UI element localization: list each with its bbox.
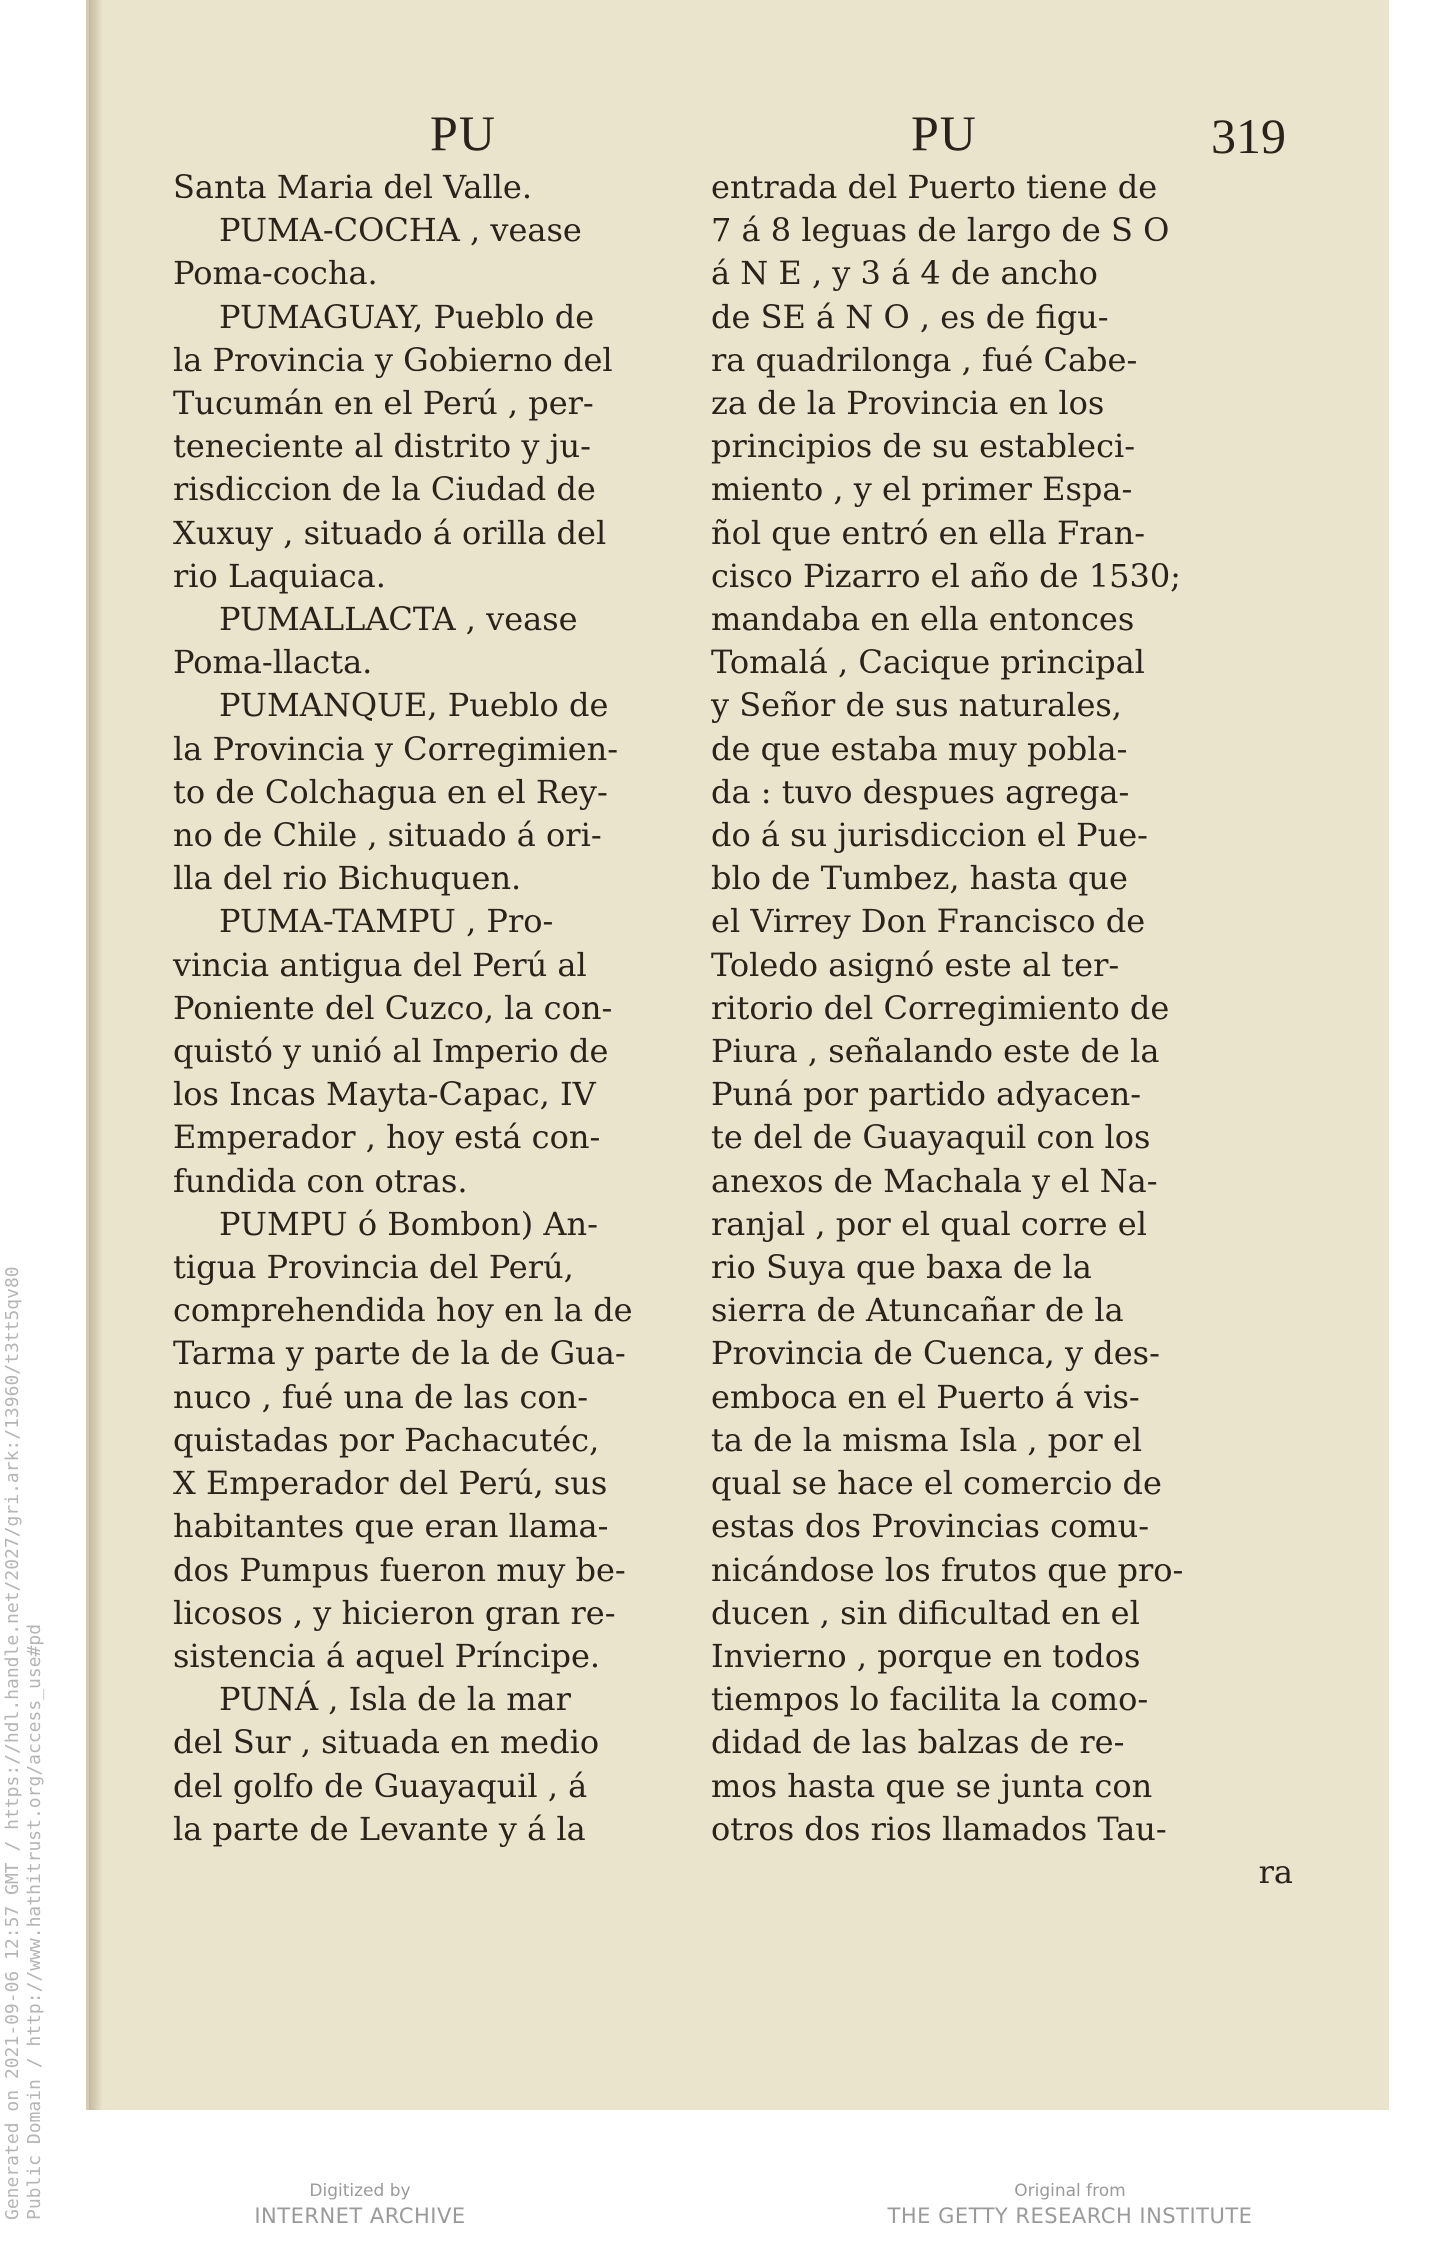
text-line: mos hasta que se junta con xyxy=(711,1766,1153,1805)
text-line: Tucumán en el Perú , per- xyxy=(173,384,594,423)
text-line: los Incas Mayta-Capac, IV xyxy=(173,1075,596,1114)
text-line: rio Suya que baxa de la xyxy=(711,1248,1092,1287)
text-line: Piura , señalando este de la xyxy=(711,1032,1160,1071)
text-line: la Provincia y Gobierno del xyxy=(173,340,613,379)
text-line: PUMALLACTA , vease xyxy=(219,600,578,639)
text-line: tiempos lo facilita la como- xyxy=(711,1680,1149,1719)
text-line: 7 á 8 leguas de largo de S O xyxy=(711,211,1170,250)
text-line: estas dos Provincias comu- xyxy=(711,1507,1150,1546)
text-line: nuco , fué una de las con- xyxy=(173,1377,589,1416)
footer-digitized-label: Digitized by xyxy=(309,2181,411,2201)
text-line: miento , y el primer Espa- xyxy=(711,470,1133,509)
text-line: quistadas por Pachacutéc, xyxy=(173,1420,600,1459)
text-line: vincia antigua del Perú al xyxy=(173,945,587,984)
side-stamp-line-1: Generated on 2021-09-06 12:57 GMT / https://hdl.handle.net/2027/gri.ark:/13960/t3tt5qv80 xyxy=(2,1266,23,2220)
text-line: del golfo de Guayaquil , á xyxy=(173,1766,588,1805)
catchword: ra xyxy=(1258,1852,1293,1891)
text-line: del Sur , situada en medio xyxy=(173,1723,600,1762)
text-line: da : tuvo despues agrega- xyxy=(711,772,1130,811)
text-line: didad de las balzas de re- xyxy=(711,1723,1125,1762)
running-head-right: PU xyxy=(911,105,977,161)
side-stamp-text xyxy=(2,1266,46,2220)
text-line: tigua Provincia del Perú, xyxy=(173,1248,574,1287)
footer-internet-archive: INTERNET ARCHIVE xyxy=(254,2204,466,2228)
text-line: emboca en el Puerto á vis- xyxy=(711,1377,1140,1416)
running-head-left: PU xyxy=(430,105,496,161)
text-line: PUNÁ , Isla de la mar xyxy=(219,1680,571,1719)
text-line: PUMA-COCHA , vease xyxy=(219,211,582,250)
text-line: Poniente del Cuzco, la con- xyxy=(173,988,613,1027)
text-line: qual se hace el comercio de xyxy=(711,1464,1162,1503)
text-line: Poma-cocha. xyxy=(173,254,378,293)
text-line: Puná por partido adyacen- xyxy=(711,1075,1142,1114)
text-line: la parte de Levante y á la xyxy=(173,1809,586,1848)
text-line: nicándose los frutos que pro- xyxy=(711,1550,1184,1589)
text-line: cisco Pizarro el año de 1530; xyxy=(711,556,1181,595)
text-line: Tarma y parte de la de Gua- xyxy=(173,1334,626,1373)
side-stamp xyxy=(0,1090,46,2220)
text-line: y Señor de sus naturales, xyxy=(711,686,1122,725)
text-line: ritorio del Corregimiento de xyxy=(711,988,1170,1027)
page-number: 319 xyxy=(1211,108,1286,164)
text-line: sierra de Atuncañar de la xyxy=(711,1291,1124,1330)
text-line: ranjal , por el qual corre el xyxy=(711,1204,1147,1243)
footer-digitized-by xyxy=(210,2180,510,2230)
text-line: teneciente al distrito y ju- xyxy=(173,427,591,466)
text-line: ñol que entró en ella Fran- xyxy=(711,513,1145,552)
text-line: sistencia á aquel Príncipe. xyxy=(173,1636,601,1675)
text-line: blo de Tumbez, hasta que xyxy=(711,859,1128,898)
text-line: fundida con otras. xyxy=(173,1161,468,1200)
text-line: comprehendida hoy en la de xyxy=(173,1291,633,1330)
footer-original-label: Original from xyxy=(1014,2181,1126,2201)
text-line: lla del rio Bichuquen. xyxy=(173,859,522,898)
text-line: te del de Guayaquil con los xyxy=(711,1118,1151,1157)
text-line: PUMA-TAMPU , Pro- xyxy=(219,902,554,941)
left-column xyxy=(173,100,753,1851)
right-column-text xyxy=(711,166,1311,1851)
text-line: principios de su estableci- xyxy=(711,427,1136,466)
left-running-head-row xyxy=(173,100,753,166)
right-running-head-row xyxy=(711,100,1311,166)
text-line: to de Colchagua en el Rey- xyxy=(173,772,608,811)
text-line: ta de la misma Isla , por el xyxy=(711,1420,1143,1459)
text-line: Invierno , porque en todos xyxy=(711,1636,1141,1675)
text-line: ra quadrilonga , fué Cabe- xyxy=(711,340,1138,379)
text-line: entrada del Puerto tiene de xyxy=(711,168,1158,206)
text-line: el Virrey Don Francisco de xyxy=(711,902,1146,941)
page-fold-shadow xyxy=(89,0,103,2110)
text-line: de que estaba muy pobla- xyxy=(711,729,1128,768)
text-line: PUMPU ó Bombon) An- xyxy=(219,1204,598,1243)
footer-original-from xyxy=(850,2180,1290,2230)
left-column-text xyxy=(173,166,753,1851)
text-line: za de la Provincia en los xyxy=(711,384,1105,423)
text-line: Emperador , hoy está con- xyxy=(173,1118,601,1157)
text-line: no de Chile , situado á ori- xyxy=(173,816,602,855)
text-line: X Emperador del Perú, sus xyxy=(173,1464,608,1503)
text-line: Tomalá , Cacique principal xyxy=(711,643,1145,682)
text-line: licosos , y hicieron gran re- xyxy=(173,1593,616,1632)
text-line: ducen , sin dificultad en el xyxy=(711,1593,1140,1632)
book-page xyxy=(86,0,1389,2110)
side-stamp-line-2: Public Domain / http://www.hathitrust.org/access_use#pd xyxy=(24,1623,45,2220)
text-line: Provincia de Cuenca, y des- xyxy=(711,1334,1160,1373)
text-line: dos Pumpus fueron muy be- xyxy=(173,1550,626,1589)
text-line: Santa Maria del Valle. xyxy=(173,168,532,206)
text-line: risdiccion de la Ciudad de xyxy=(173,470,596,509)
text-line: do á su jurisdiccion el Pue- xyxy=(711,816,1148,855)
text-line: quistó y unió al Imperio de xyxy=(173,1032,609,1071)
text-line: anexos de Machala y el Na- xyxy=(711,1161,1158,1200)
right-column xyxy=(711,100,1311,1894)
text-line: á N E , y 3 á 4 de ancho xyxy=(711,254,1098,293)
text-line: PUMAGUAY, Pueblo de xyxy=(219,297,595,336)
text-line: rio Laquiaca. xyxy=(173,556,386,595)
text-line: Xuxuy , situado á orilla del xyxy=(173,513,607,552)
text-line: habitantes que eran llama- xyxy=(173,1507,609,1546)
text-line: la Provincia y Corregimien- xyxy=(173,729,619,768)
text-line: de SE á N O , es de figu- xyxy=(711,297,1109,336)
footer-getty: THE GETTY RESEARCH INSTITUTE xyxy=(887,2204,1253,2228)
text-line: mandaba en ella entonces xyxy=(711,600,1135,639)
text-line: Toledo asignó este al ter- xyxy=(711,945,1120,984)
text-line: PUMANQUE, Pueblo de xyxy=(219,686,609,725)
text-line: Poma-llacta. xyxy=(173,643,373,682)
text-line: otros dos rios llamados Tau- xyxy=(711,1809,1167,1848)
